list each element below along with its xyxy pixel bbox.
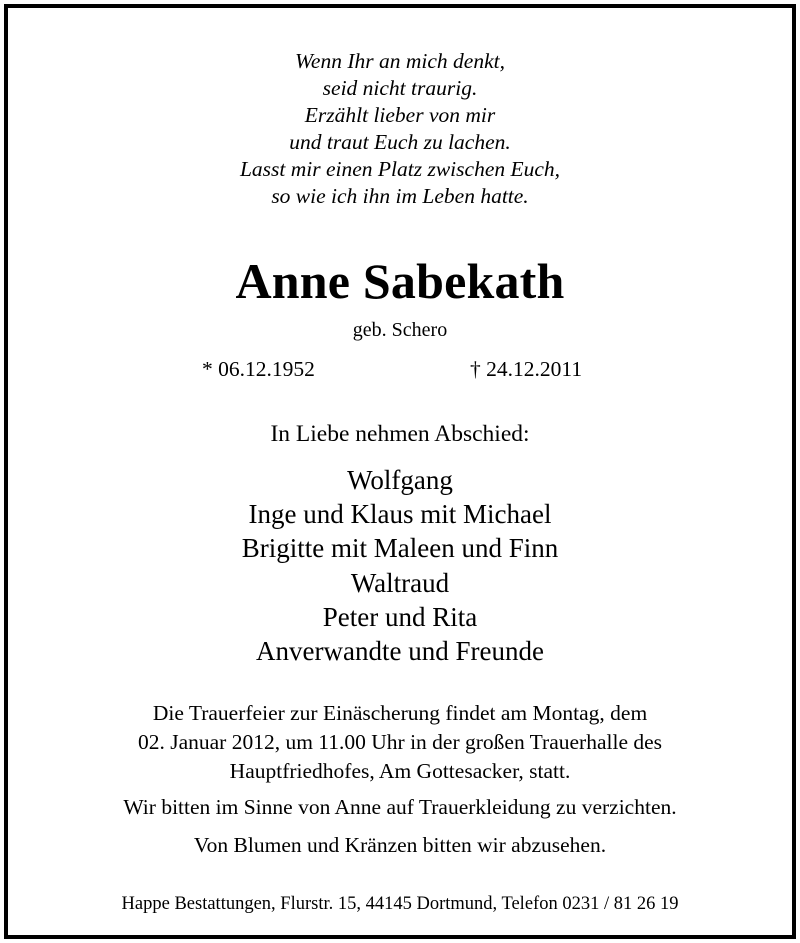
death-date: † 24.12.2011 bbox=[470, 357, 583, 381]
birth-date: * 06.12.1952 bbox=[202, 357, 315, 381]
obituary-notice bbox=[4, 4, 796, 939]
mourner: Anverwandte und Freunde bbox=[256, 636, 544, 666]
ceremony-line: Die Trauerfeier zur Einäscherung findet am Montag, dem bbox=[152, 701, 648, 725]
poem-line: Lasst mir einen Platz zwischen Euch, bbox=[239, 157, 561, 181]
poem-line: und traut Euch zu lachen. bbox=[289, 130, 511, 154]
poem-line: Erzählt lieber von mir bbox=[304, 103, 496, 127]
mourner: Wolfgang bbox=[347, 465, 453, 495]
ceremony-line: 02. Januar 2012, um 11.00 Uhr in der großen Trauerhalle des bbox=[137, 730, 663, 754]
poem-line: so wie ich ihn im Leben hatte. bbox=[271, 184, 529, 208]
ceremony-line: Hauptfriedhofes, Am Gottesacker, statt. bbox=[229, 759, 571, 783]
mourner: Brigitte mit Maleen und Finn bbox=[241, 533, 559, 563]
poem-line: Wenn Ihr an mich denkt, bbox=[295, 49, 505, 73]
deceased-name: Anne Sabekath bbox=[235, 253, 565, 309]
clothing-request: Wir bitten im Sinne von Anne auf Trauerkleidung zu verzichten. bbox=[123, 795, 677, 819]
farewell-heading: In Liebe nehmen Abschied: bbox=[270, 421, 530, 447]
undertaker-info: Happe Bestattungen, Flurstr. 15, 44145 Dortmund, Telefon 0231 / 81 26 19 bbox=[121, 894, 679, 914]
mourner: Inge und Klaus mit Michael bbox=[248, 499, 552, 529]
poem-line: seid nicht traurig. bbox=[322, 76, 478, 100]
maiden-name: geb. Schero bbox=[352, 319, 448, 341]
mourner: Waltraud bbox=[350, 568, 450, 598]
mourner: Peter und Rita bbox=[322, 602, 478, 632]
flowers-request: Von Blumen und Kränzen bitten wir abzusehen. bbox=[193, 833, 607, 857]
